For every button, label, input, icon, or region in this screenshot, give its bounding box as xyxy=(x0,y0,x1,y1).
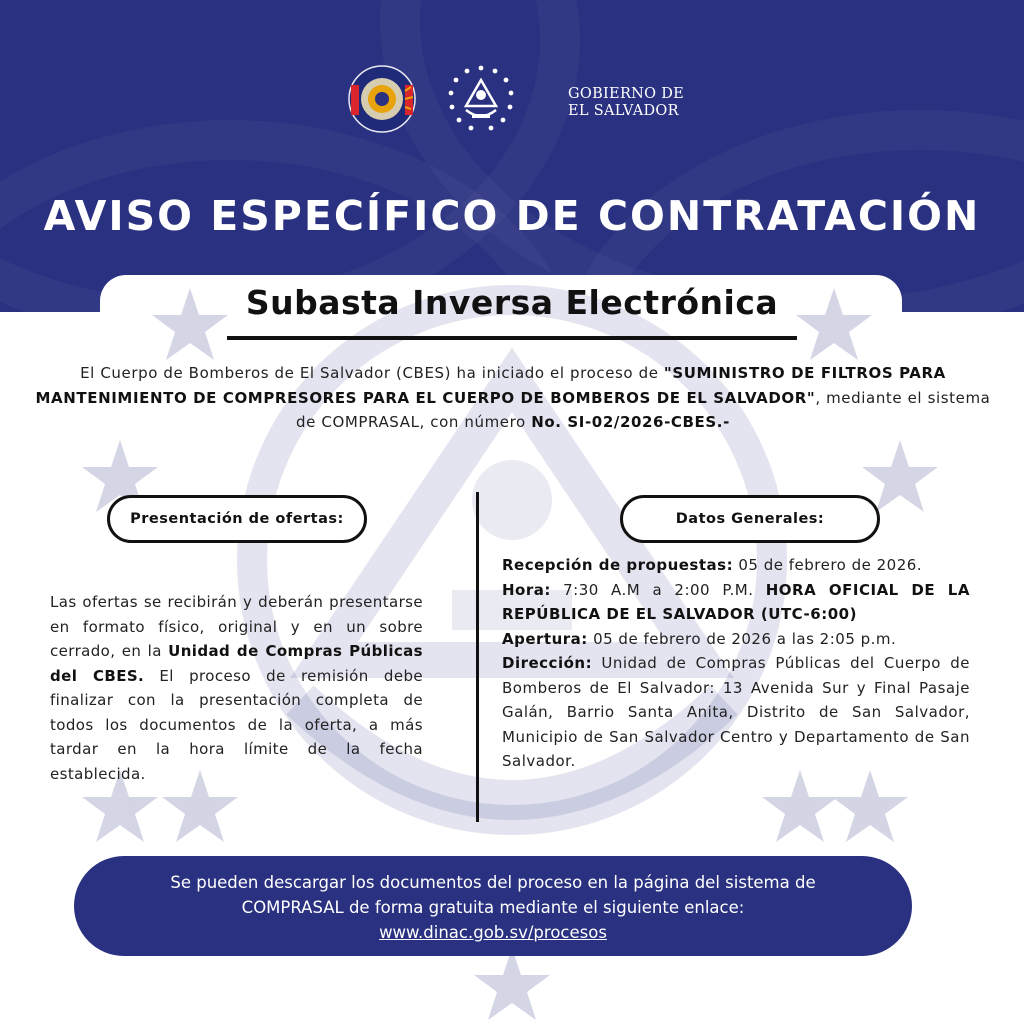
escudo-logo xyxy=(444,62,518,136)
page-title: AVISO ESPECÍFICO DE CONTRATACIÓN xyxy=(43,192,981,240)
direccion-row xyxy=(502,651,970,774)
intro-paragraph xyxy=(34,361,992,435)
presentacion-ofertas-text xyxy=(50,590,423,786)
gobierno-logo xyxy=(568,86,698,120)
download-banner xyxy=(74,856,912,956)
datos-generales-label: Datos Generales: xyxy=(620,495,880,543)
gobierno-line1: GOBIERNO DE xyxy=(568,86,685,102)
recepcion-value: 05 de febrero de 2026. xyxy=(733,556,923,574)
direccion-label: Dirección: xyxy=(502,654,593,672)
intro-text-1: El Cuerpo de Bomberos de El Salvador (CBES) ha iniciado el proceso de xyxy=(80,364,664,382)
download-line2: COMPRASAL de forma gratuita mediante el siguiente enlace: xyxy=(241,898,745,917)
ofertas-text-1: Las ofertas se recibirán y deberán presentarse en formato físico, original y en un sobre cerrado, en la xyxy=(50,593,423,660)
intro-process-number: No. SI-02/2026-CBES.- xyxy=(531,413,730,431)
apertura-label: Apertura: xyxy=(502,629,588,648)
ofertas-unit-name: Unidad de Compras Públicas del CBES. xyxy=(50,642,424,685)
subtitle-underline xyxy=(227,336,797,340)
recepcion-row xyxy=(502,553,970,578)
download-text xyxy=(74,870,912,945)
hora-oficial: HORA OFICIAL DE LA REPÚBLICA DE EL SALVADOR (UTC-6:00) xyxy=(502,580,970,623)
subtitle: Subasta Inversa Electrónica xyxy=(245,283,779,322)
intro-text-2: , mediante el sistema de COMPRASAL, con número xyxy=(296,388,991,431)
apertura-row xyxy=(502,627,970,652)
hora-row xyxy=(502,578,970,627)
direccion-value: Unidad de Compras Públicas del Cuerpo de Bomberos de El Salvador: 13 Avenida Sur y Final Pasaje Galán, Barrio Santa Anita, Distrito de San Salvador, Municipio de San Salvador Centro y Departamento de San Salvador. xyxy=(502,654,970,770)
ofertas-text-2: El proceso de remisión debe finalizar con la presentación completa de todos los documentos de la oferta, a más tardar en la hora límite de la fecha establecida. xyxy=(50,666,423,783)
hora-value: 7:30 A.M a 2:00 P.M. xyxy=(550,580,766,599)
bomberos-logo xyxy=(345,65,419,133)
gobierno-line2: EL SALVADOR xyxy=(568,103,679,119)
intro-process-name: "SUMINISTRO DE FILTROS PARA MANTENIMIENTO DE COMPRESORES PARA EL CUERPO DE BOMBEROS DE EL SALVADOR" xyxy=(35,364,946,407)
procesos-link[interactable]: www.dinac.gob.sv/procesos xyxy=(379,923,607,942)
presentacion-ofertas-label: Presentación de ofertas: xyxy=(107,495,367,543)
datos-generales-text xyxy=(502,553,970,774)
apertura-value: 05 de febrero de 2026 a las 2:05 p.m. xyxy=(587,629,897,648)
column-divider xyxy=(476,492,479,822)
hora-label: Hora: xyxy=(502,580,551,599)
download-line1: Se pueden descargar los documentos del proceso en la página del sistema de xyxy=(170,873,816,892)
recepcion-label: Recepción de propuestas: xyxy=(502,556,734,574)
header-banner xyxy=(0,0,1024,312)
